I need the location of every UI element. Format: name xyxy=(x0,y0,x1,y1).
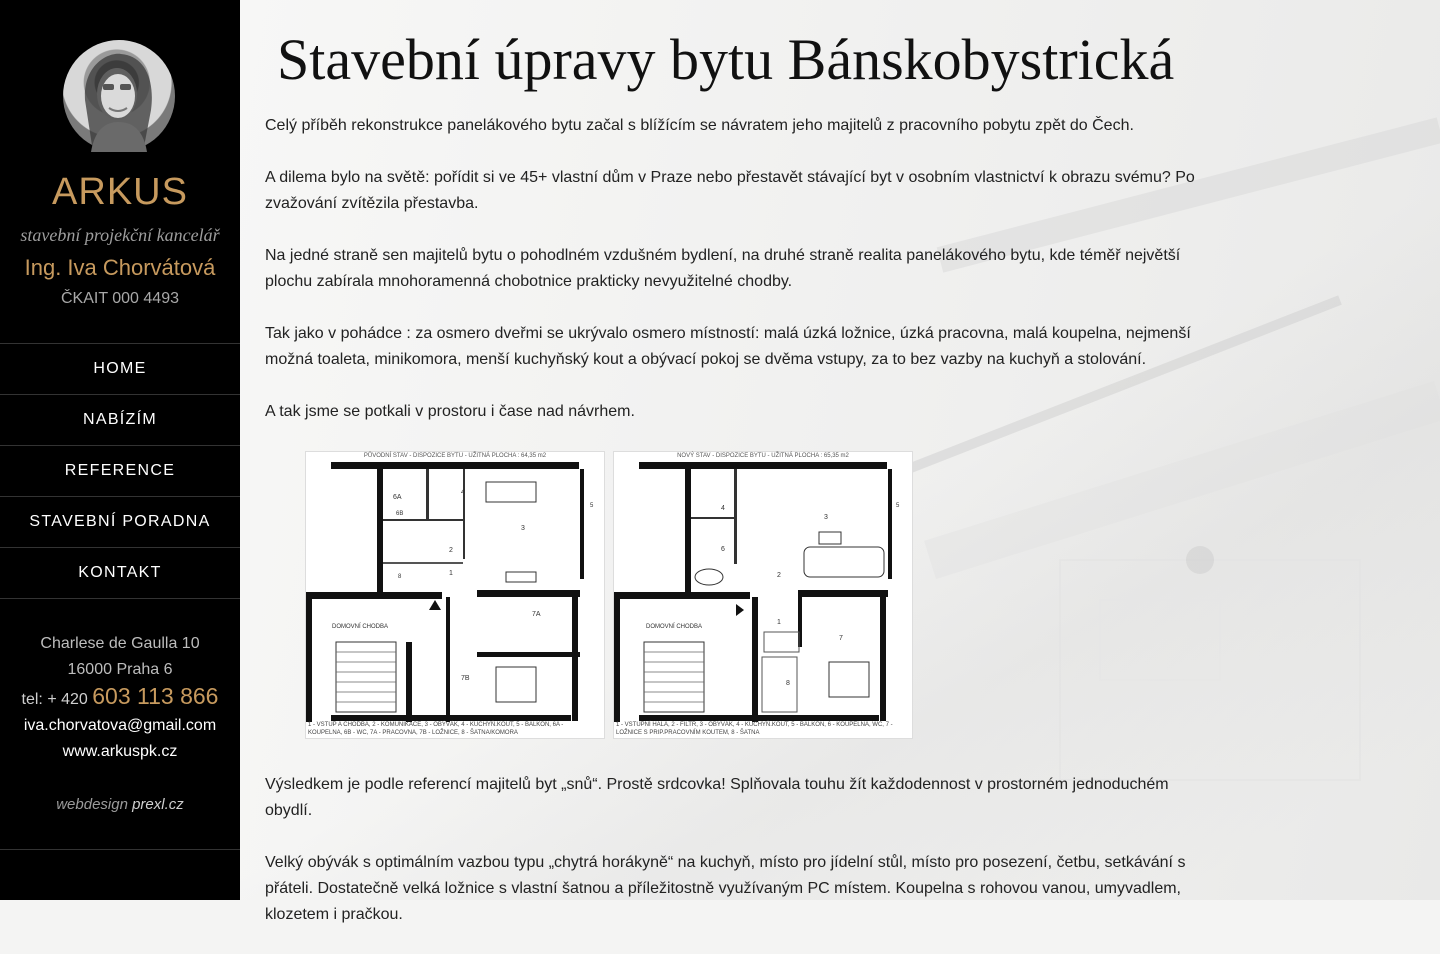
svg-text:4: 4 xyxy=(461,489,465,496)
plan-after-legend: 1 - VSTUPNÍ HALA, 2 - FILTR, 3 - OBÝVÁK, 4 - KUCHYŇ.KOUT, 5 - BALKON, 6 - KOUPELNA, WC, 7 - LOŽNICE S PRIP.PRACOVNÍM KOUTEM, 8 - ŠATNA xyxy=(616,722,893,736)
article-intro xyxy=(265,113,1220,451)
svg-text:7B: 7B xyxy=(461,675,470,682)
article-result xyxy=(265,772,1220,954)
nav-item-reference[interactable]: REFERENCE xyxy=(0,446,240,497)
nav-item-stavebni-poradna[interactable]: STAVEBNÍ PORADNA xyxy=(0,497,240,548)
brand-name[interactable]: ARKUS xyxy=(52,171,188,213)
website-link[interactable]: www.arkuspk.cz xyxy=(62,743,178,760)
ckait-number: ČKAIT 000 4493 xyxy=(60,290,179,307)
nav-item-nabizim[interactable]: NABÍZÍM xyxy=(0,395,240,446)
svg-text:8: 8 xyxy=(786,680,790,687)
paragraph: Velký obývák s optimálním vazbou typu „chytrá horákyně“ na kuchyň, místo pro jídelní stůl, místo pro posezení, četbu, setkávání s přáteli. Dostatečně velká ložnice s vlastní šatnou a příležitostně využívaným PC místem. Koupelna s rohovou vanou, umyvadlem, klozetem i pračkou. xyxy=(265,854,1186,923)
svg-text:6B: 6B xyxy=(396,511,404,517)
paragraph: A dilema bylo na světě: pořídit si ve 45+ vlastní dům v Praze nebo přestavět stávající byt v osobním vlastnictví k obrazu svému? Po zvažování zvítězila přestavba. xyxy=(265,169,1195,212)
phone-prefix: tel: + 420 xyxy=(21,691,88,708)
svg-text:6A: 6A xyxy=(393,494,402,501)
paragraph: A tak jsme se potkali v prostoru i čase nad návrhem. xyxy=(265,403,635,420)
svg-text:2: 2 xyxy=(777,572,781,579)
webdesign-credit xyxy=(0,796,240,813)
plan-before-corridor: DOMOVNÍ CHODBA xyxy=(332,624,389,630)
paragraph: Tak jako v pohádce : za osmero dveřmi se ukrývalo osmero místností: malá úzká ložnice, úzká pracovna, malá koupelna, nejmenší možná toaleta, minikomora, menší kuchyňský kout a obývací pokoj se dvěma vstupy, za to bez vazby na kuchyň a stolování. xyxy=(265,325,1191,368)
nav-item-home[interactable]: HOME xyxy=(0,344,240,395)
avatar xyxy=(63,40,175,152)
plan-before-legend: 1 - VSTUP A CHODBA, 2 - KOMUNIKACE, 3 - OBÝVÁK, 4 - KUCHYŇ.KOUT, 5 - BALKON, 6A - KOUPELNA, 6B - WC, 7A - PRACOVNA, 7B - LOŽNICE, 8 - ŠATNA/KOMORA xyxy=(308,722,564,736)
main-nav xyxy=(0,343,240,599)
svg-text:5: 5 xyxy=(896,503,900,509)
address-street: Charlese de Gaulla 10 xyxy=(40,635,200,652)
svg-text:1: 1 xyxy=(449,570,453,577)
svg-text:7: 7 xyxy=(839,635,843,642)
floor-plan-after[interactable] xyxy=(613,451,913,739)
page-title: Stavební úpravy bytu Bánskobystrická xyxy=(277,27,1175,92)
phone-line xyxy=(0,683,240,713)
contact-block xyxy=(0,631,240,765)
svg-text:6: 6 xyxy=(721,546,725,553)
plan-after-title: NOVÝ STAV - DISPOZICE BYTU - UŽITNÁ PLOCHA : 65,35 m2 xyxy=(677,453,849,459)
nav-item-kontakt[interactable]: KONTAKT xyxy=(0,548,240,599)
sidebar-divider xyxy=(0,849,240,850)
credit-prefix: webdesign xyxy=(56,796,128,813)
credit-link[interactable]: prexl.cz xyxy=(132,796,184,813)
svg-text:7A: 7A xyxy=(532,611,541,618)
email-link[interactable]: iva.chorvatova@gmail.com xyxy=(23,717,217,734)
svg-text:2: 2 xyxy=(449,547,453,554)
svg-text:3: 3 xyxy=(824,514,828,521)
svg-text:8: 8 xyxy=(398,574,402,580)
sidebar xyxy=(0,0,240,900)
paragraph: Na jedné straně sen majitelů bytu o pohodlném vzdušném bydlení, na druhé straně realita panelákového bytu, kde téměř největší plochu zabírala mnohoramenná chobotnice prakticky nevyužitelné chodby. xyxy=(265,247,1181,290)
phone-number[interactable]: 603 113 866 xyxy=(92,683,219,709)
paragraph: Výsledkem je podle referencí majitelů byt „snů“. Prostě srdcovka! Splňovala touhu žít každodennost v prostorném jednoduchém obydlí. xyxy=(265,776,1169,819)
floor-plans xyxy=(305,451,915,739)
brand-tagline: stavební projekční kancelář xyxy=(20,225,220,245)
plan-after-corridor: DOMOVNÍ CHODBA xyxy=(646,624,703,630)
plan-before-title: PŮVODNÍ STAV - DISPOZICE BYTU - UŽITNÁ PLOCHA : 64,35 m2 xyxy=(363,453,547,459)
paragraph: Celý příběh rekonstrukce panelákového bytu začal s blížícím se návratem jeho majitelů z pracovního pobytu zpět do Čech. xyxy=(265,117,1134,134)
owner-name: Ing. Iva Chorvátová xyxy=(24,255,216,280)
main-content xyxy=(240,0,1440,923)
svg-text:5: 5 xyxy=(590,503,594,509)
floor-plan-before[interactable] xyxy=(305,451,605,739)
svg-text:3: 3 xyxy=(521,525,525,532)
svg-text:4: 4 xyxy=(721,505,725,512)
svg-text:1: 1 xyxy=(777,619,781,626)
address-city: 16000 Praha 6 xyxy=(67,661,173,678)
